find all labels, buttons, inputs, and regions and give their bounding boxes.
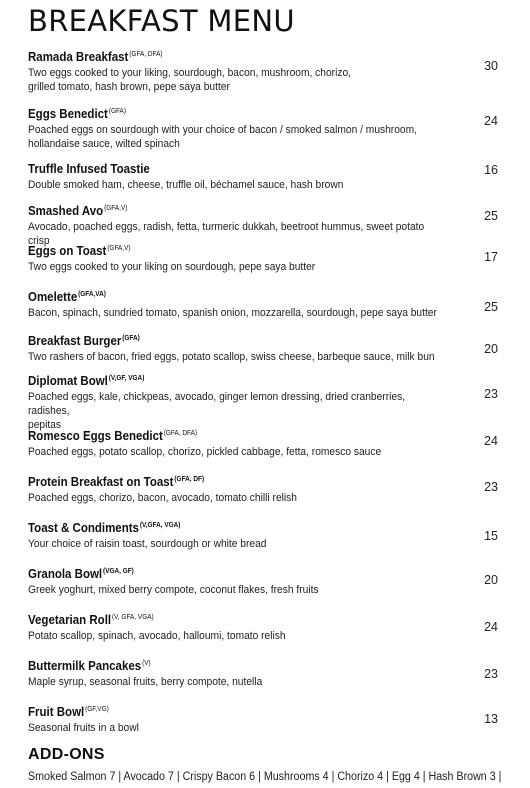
item-description: Seasonal fruits in a bowl bbox=[28, 722, 139, 734]
addons-title: ADD-ONS bbox=[28, 746, 105, 763]
item-dietary-tags: (V, GFA, VGA) bbox=[112, 614, 154, 621]
item-name bbox=[28, 201, 460, 219]
item-description: Bacon, spinach, sundried tomato, spanish onion, mozzarella, sourdough, pepe saya butter bbox=[28, 307, 437, 319]
item-name bbox=[28, 331, 460, 349]
item-description: Poached eggs, potato scallop, chorizo, pickled cabbage, fetta, romesco sauce bbox=[28, 446, 382, 458]
item-price: 24 bbox=[484, 434, 498, 448]
item-description: Your choice of raisin toast, sourdough or white bread bbox=[28, 538, 267, 550]
item-dietary-tags: (GFA, DF) bbox=[174, 476, 205, 483]
item-name bbox=[28, 656, 460, 674]
item-name bbox=[28, 610, 460, 628]
item-price: 20 bbox=[484, 342, 498, 356]
item-dietary-tags: (GFA,V) bbox=[107, 245, 131, 252]
item-name bbox=[28, 241, 460, 259]
menu-item bbox=[28, 610, 498, 643]
item-dietary-tags: (GF,VG) bbox=[85, 706, 109, 713]
item-name-text: Romesco Eggs Benedict bbox=[28, 429, 163, 443]
item-name bbox=[28, 287, 460, 305]
item-price: 23 bbox=[484, 667, 498, 681]
item-name-text: Diplomat Bowl bbox=[28, 374, 108, 388]
item-price: 20 bbox=[484, 573, 498, 587]
item-name bbox=[28, 371, 460, 389]
item-price: 25 bbox=[484, 209, 498, 223]
menu-item bbox=[28, 159, 498, 192]
item-price: 24 bbox=[484, 620, 498, 634]
menu-item bbox=[28, 564, 498, 597]
item-name-text: Protein Breakfast on Toast bbox=[28, 475, 174, 489]
item-dietary-tags: (GFA, DFA) bbox=[129, 51, 163, 58]
menu-item bbox=[28, 287, 498, 320]
item-name-text: Eggs Benedict bbox=[28, 107, 108, 121]
item-description: Two eggs cooked to your liking on sourdough, pepe saya butter bbox=[28, 261, 316, 273]
menu-item bbox=[28, 371, 498, 432]
page-title: BREAKFAST MENU bbox=[28, 4, 295, 38]
item-name bbox=[28, 702, 460, 720]
item-description: Poached eggs, chorizo, bacon, avocado, tomato chilli relish bbox=[28, 492, 297, 504]
menu-item bbox=[28, 426, 498, 459]
menu-item bbox=[28, 656, 498, 689]
item-dietary-tags: (GFA, DFA) bbox=[163, 430, 198, 437]
menu-item bbox=[28, 702, 498, 735]
menu-item bbox=[28, 331, 498, 364]
item-name bbox=[28, 472, 460, 490]
item-name bbox=[28, 159, 460, 177]
item-name bbox=[28, 47, 460, 65]
item-dietary-tags: (V,GF, VGA) bbox=[108, 375, 145, 382]
item-price: 16 bbox=[484, 163, 498, 177]
item-dietary-tags: (GFA,V) bbox=[104, 205, 128, 212]
item-name-text: Vegetarian Roll bbox=[28, 613, 112, 627]
item-description: Double smoked ham, cheese, truffle oil, béchamel sauce, hash brown bbox=[28, 179, 344, 191]
item-price: 23 bbox=[484, 387, 498, 401]
item-name-text: Toast & Condiments bbox=[28, 521, 139, 535]
addons-list: Smoked Salmon 7 | Avocado 7 | Crispy Bacon 6 | Mushrooms 4 | Chorizo 4 | Egg 4 | Hash Brown 3 | bbox=[28, 771, 502, 783]
menu-item bbox=[28, 518, 498, 551]
item-dietary-tags: (VGA, GF) bbox=[103, 568, 134, 575]
item-name-text: Granola Bowl bbox=[28, 567, 103, 581]
item-name-text: Eggs on Toast bbox=[28, 244, 107, 258]
item-description: Avocado, poached eggs, radish, fetta, turmeric dukkah, beetroot hummus, sweet potato crisp bbox=[28, 221, 425, 247]
item-name-text: Buttermilk Pancakes bbox=[28, 659, 142, 673]
item-description: Two rashers of bacon, fried eggs, potato scallop, swiss cheese, barbeque sauce, milk bun bbox=[28, 351, 435, 363]
item-dietary-tags: (GFA) bbox=[108, 108, 126, 115]
item-name bbox=[28, 426, 460, 444]
item-name-text: Truffle Infused Toastie bbox=[28, 162, 150, 176]
menu-item bbox=[28, 241, 498, 274]
item-price: 23 bbox=[484, 480, 498, 494]
item-dietary-tags: (GFA) bbox=[122, 335, 140, 342]
item-description: Two eggs cooked to your liking, sourdough, bacon, mushroom, chorizo, grilled tomato, hash brown, pepe saya butter bbox=[28, 67, 352, 93]
item-price: 24 bbox=[484, 114, 498, 128]
item-description: Maple syrup, seasonal fruits, berry compote, nutella bbox=[28, 676, 263, 688]
item-name bbox=[28, 564, 460, 582]
item-description: Potato scallop, spinach, avocado, halloumi, tomato relish bbox=[28, 630, 286, 642]
item-name bbox=[28, 104, 460, 122]
item-name-text: Omelette bbox=[28, 290, 78, 304]
item-description: Poached eggs on sourdough with your choice of bacon / smoked salmon / mushroom, hollandaise sauce, wilted spinach bbox=[28, 124, 417, 150]
item-dietary-tags: (V,GFA, VGA) bbox=[139, 522, 181, 529]
item-price: 30 bbox=[484, 59, 498, 73]
item-price: 25 bbox=[484, 300, 498, 314]
item-dietary-tags: (GFA,VA) bbox=[78, 291, 106, 298]
item-description: Greek yoghurt, mixed berry compote, coconut flakes, fresh fruits bbox=[28, 584, 319, 596]
menu-item bbox=[28, 104, 498, 151]
item-description: Poached eggs, kale, chickpeas, avocado, ginger lemon dressing, dried cranberries, radishes, pepitas bbox=[28, 391, 406, 431]
item-price: 13 bbox=[484, 712, 498, 726]
item-name bbox=[28, 518, 460, 536]
item-dietary-tags: (V) bbox=[142, 660, 151, 667]
menu-item bbox=[28, 47, 498, 94]
item-name-text: Breakfast Burger bbox=[28, 334, 122, 348]
item-name-text: Smashed Avo bbox=[28, 204, 104, 218]
item-name-text: Ramada Breakfast bbox=[28, 50, 129, 64]
menu-item bbox=[28, 472, 498, 505]
item-price: 15 bbox=[484, 529, 498, 543]
item-name-text: Fruit Bowl bbox=[28, 705, 85, 719]
item-price: 17 bbox=[484, 250, 498, 264]
